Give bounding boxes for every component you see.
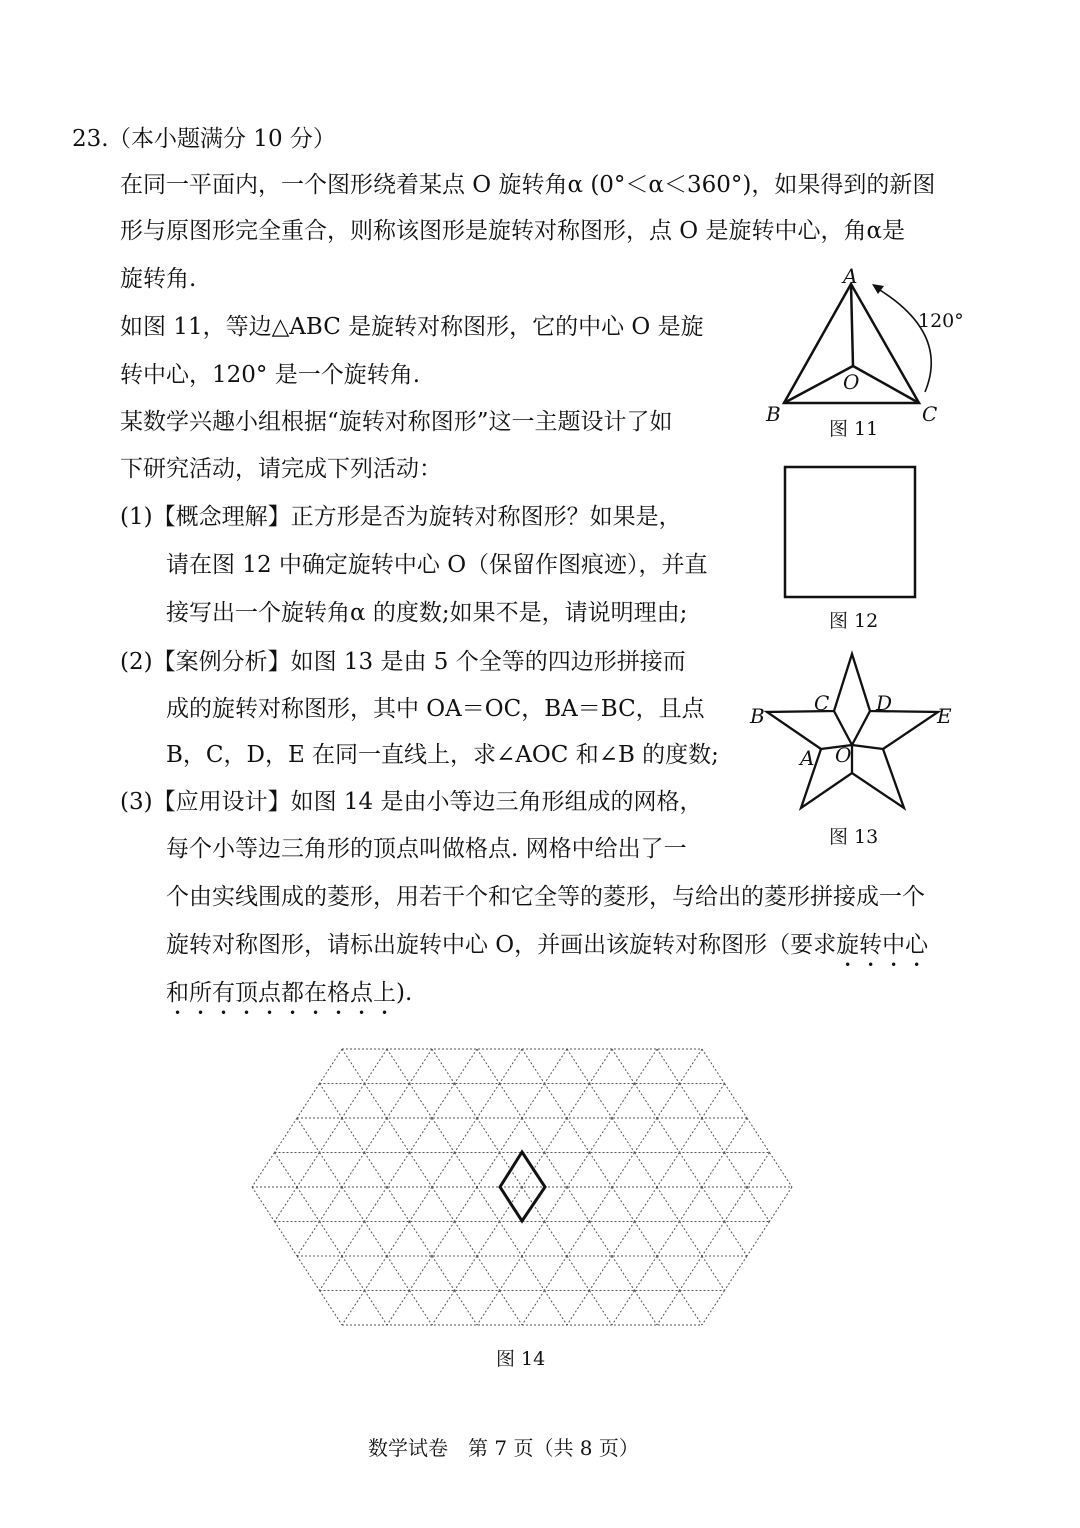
grid-line <box>770 1153 793 1188</box>
grid-line <box>590 1084 613 1119</box>
fig11-label-c: C <box>922 402 938 426</box>
grid-line <box>410 1049 433 1084</box>
grid-line <box>432 1187 455 1222</box>
grid-line <box>522 1084 545 1119</box>
grid-line <box>387 1187 410 1222</box>
grid-line <box>635 1118 658 1153</box>
intro-line-2: 形与原图形完全重合，则称该图形是旋转对称图形，点 O 是旋转中心，角α是 <box>120 218 906 244</box>
fig13-label-e: E <box>937 704 952 728</box>
grid-line <box>725 1256 748 1291</box>
grid-line <box>432 1049 455 1084</box>
grid-line <box>432 1256 455 1291</box>
grid-line <box>387 1256 410 1291</box>
grid-line <box>432 1118 455 1153</box>
fig13-caption: 图 13 <box>829 826 879 848</box>
triangular-grid-lines <box>252 1049 792 1325</box>
grid-line <box>455 1084 478 1119</box>
grid-line <box>455 1222 478 1257</box>
grid-line <box>522 1256 545 1291</box>
grid-line <box>635 1049 658 1084</box>
fig11-label-o: O <box>843 370 860 394</box>
grid-line <box>612 1118 635 1153</box>
grid-line <box>410 1256 433 1291</box>
grid-line <box>680 1187 703 1222</box>
fig13-label-o: O <box>835 743 852 767</box>
grid-line <box>657 1153 680 1188</box>
fig11-caption: 图 11 <box>829 418 879 440</box>
grid-line <box>275 1118 298 1153</box>
grid-line <box>387 1118 410 1153</box>
grid-line <box>725 1118 748 1153</box>
grid-line <box>680 1153 703 1188</box>
grid-line <box>725 1187 748 1222</box>
grid-line <box>500 1291 523 1326</box>
fig11-label-b: B <box>766 402 781 426</box>
grid-line <box>297 1256 320 1291</box>
activity-line-1: 某数学兴趣小组根据“旋转对称图形”这一主题设计了如 <box>120 409 673 435</box>
grid-line <box>612 1084 635 1119</box>
grid-line <box>545 1118 568 1153</box>
emphasis-rotation-center: 旋转中心 <box>836 932 929 958</box>
grid-line <box>635 1153 658 1188</box>
grid-line <box>702 1256 725 1291</box>
fig13-label-b: B <box>750 704 765 728</box>
grid-line <box>590 1118 613 1153</box>
part1-line-1: (1)【概念理解】正方形是否为旋转对称图形？如果是， <box>120 504 682 530</box>
example-line-2: 转中心，120° 是一个旋转角. <box>120 362 421 388</box>
grid-line <box>747 1153 770 1188</box>
grid-line <box>567 1256 590 1291</box>
grid-line <box>612 1222 635 1257</box>
grid-line <box>635 1187 658 1222</box>
grid-line <box>702 1291 725 1326</box>
grid-line <box>410 1222 433 1257</box>
fig14-caption: 图 14 <box>496 1348 546 1370</box>
grid-line <box>387 1222 410 1257</box>
grid-line <box>455 1256 478 1291</box>
grid-line <box>657 1187 680 1222</box>
grid-line <box>320 1118 343 1153</box>
grid-line <box>342 1291 365 1326</box>
grid-line <box>635 1222 658 1257</box>
grid-line <box>477 1187 500 1222</box>
grid-line <box>320 1049 343 1084</box>
grid-line <box>567 1084 590 1119</box>
fig13-label-d: D <box>876 691 893 715</box>
grid-line <box>680 1291 703 1326</box>
grid-line <box>522 1222 545 1257</box>
grid-line <box>635 1256 658 1291</box>
grid-line <box>500 1256 523 1291</box>
fig13-label-a: A <box>800 746 815 770</box>
part2-line-2: 成的旋转对称图形，其中 OA＝OC，BA＝BC，且点 <box>166 696 705 722</box>
grid-line <box>432 1153 455 1188</box>
grid-line <box>770 1187 793 1222</box>
grid-line <box>387 1153 410 1188</box>
grid-line <box>365 1222 388 1257</box>
grid-line <box>545 1222 568 1257</box>
grid-line <box>342 1256 365 1291</box>
grid-line <box>657 1256 680 1291</box>
part3-line-3: 个由实线围成的菱形，用若干个和它全等的菱形，与给出的菱形拼接成一个 <box>166 884 925 910</box>
grid-line <box>365 1291 388 1326</box>
grid-line <box>432 1084 455 1119</box>
grid-line <box>702 1118 725 1153</box>
part3-line-5-end: ). <box>396 980 413 1006</box>
part1-line-3: 接写出一个旋转角α 的度数;如果不是，请说明理由; <box>166 600 688 626</box>
example-line-1: 如图 11，等边△ABC 是旋转对称图形，它的中心 O 是旋 <box>120 314 704 340</box>
grid-line <box>635 1084 658 1119</box>
grid-line <box>612 1291 635 1326</box>
grid-line <box>477 1049 500 1084</box>
grid-line <box>545 1291 568 1326</box>
part3-line-4-text: 旋转对称图形，请标出旋转中心 O，并画出该旋转对称图形（要求 <box>166 932 837 958</box>
grid-line <box>567 1118 590 1153</box>
grid-line <box>477 1291 500 1326</box>
activity-line-2: 下研究活动，请完成下列活动： <box>120 456 442 482</box>
grid-line <box>320 1222 343 1257</box>
grid-line <box>657 1222 680 1257</box>
grid-line <box>297 1153 320 1188</box>
grid-line <box>680 1222 703 1257</box>
grid-line <box>680 1118 703 1153</box>
grid-line <box>320 1187 343 1222</box>
grid-line <box>320 1153 343 1188</box>
grid-line <box>365 1118 388 1153</box>
grid-line <box>545 1153 568 1188</box>
grid-line <box>657 1084 680 1119</box>
grid-line <box>725 1153 748 1188</box>
grid-line <box>590 1222 613 1257</box>
grid-line <box>365 1153 388 1188</box>
grid-line <box>567 1291 590 1326</box>
grid-line <box>657 1118 680 1153</box>
grid-line <box>477 1084 500 1119</box>
grid-line <box>410 1084 433 1119</box>
fig11-angle-label: 120° <box>918 310 964 332</box>
grid-line <box>747 1222 770 1257</box>
grid-line <box>297 1118 320 1153</box>
grid-line <box>342 1084 365 1119</box>
grid-line <box>275 1222 298 1257</box>
grid-line <box>522 1049 545 1084</box>
grid-line <box>320 1256 343 1291</box>
grid-line <box>455 1118 478 1153</box>
grid-line <box>590 1187 613 1222</box>
grid-line <box>387 1291 410 1326</box>
grid-line <box>545 1187 568 1222</box>
grid-line <box>545 1084 568 1119</box>
grid-line <box>365 1049 388 1084</box>
grid-line <box>612 1153 635 1188</box>
grid-line <box>725 1084 748 1119</box>
emphasis-vertices-on-grid: 和所有顶点都在格点上 <box>166 980 396 1006</box>
grid-line <box>702 1049 725 1084</box>
grid-line <box>275 1187 298 1222</box>
grid-line <box>545 1049 568 1084</box>
part3-line-1: (3)【应用设计】如图 14 是由小等边三角形组成的网格， <box>120 789 703 815</box>
grid-line <box>297 1084 320 1119</box>
grid-line <box>500 1222 523 1257</box>
grid-line <box>477 1118 500 1153</box>
part3-line-2: 每个小等边三角形的顶点叫做格点. 网格中给出了一 <box>166 836 687 862</box>
part2-line-3: B，C，D，E 在同一直线上，求∠AOC 和∠B 的度数; <box>166 742 719 768</box>
grid-line <box>500 1049 523 1084</box>
intro-line-3: 旋转角. <box>120 266 197 292</box>
fig11-label-a: A <box>843 264 858 288</box>
grid-line <box>432 1291 455 1326</box>
grid-line <box>297 1222 320 1257</box>
grid-line <box>590 1153 613 1188</box>
grid-line <box>365 1256 388 1291</box>
grid-line <box>702 1222 725 1257</box>
grid-line <box>612 1049 635 1084</box>
grid-line <box>455 1187 478 1222</box>
grid-line <box>747 1118 770 1153</box>
grid-line <box>590 1291 613 1326</box>
grid-line <box>500 1118 523 1153</box>
grid-line <box>612 1187 635 1222</box>
grid-line <box>275 1153 298 1188</box>
grid-line <box>590 1049 613 1084</box>
grid-line <box>410 1118 433 1153</box>
grid-line <box>342 1187 365 1222</box>
grid-line <box>702 1084 725 1119</box>
grid-line <box>320 1291 343 1326</box>
grid-line <box>477 1222 500 1257</box>
problem-number: 23. <box>72 126 109 152</box>
grid-line <box>342 1153 365 1188</box>
grid-line <box>387 1049 410 1084</box>
fig13-label-c: C <box>814 691 830 715</box>
grid-line <box>455 1049 478 1084</box>
grid-line <box>320 1084 343 1119</box>
grid-line <box>455 1291 478 1326</box>
grid-line <box>635 1291 658 1326</box>
grid-line <box>342 1222 365 1257</box>
grid-line <box>567 1153 590 1188</box>
grid-line <box>477 1153 500 1188</box>
grid-line <box>365 1187 388 1222</box>
grid-line <box>297 1187 320 1222</box>
grid-line <box>410 1153 433 1188</box>
grid-line <box>725 1222 748 1257</box>
intro-line-1: 在同一平面内，一个图形绕着某点 O 旋转角α (0°＜α＜360°)，如果得到的新图 <box>120 172 936 198</box>
grid-line <box>365 1084 388 1119</box>
part1-line-2: 请在图 12 中确定旋转中心 O（保留作图痕迹），并直 <box>166 552 708 578</box>
grid-line <box>500 1084 523 1119</box>
grid-line <box>567 1049 590 1084</box>
grid-line <box>545 1256 568 1291</box>
grid-line <box>522 1291 545 1326</box>
grid-line <box>477 1256 500 1291</box>
grid-line <box>342 1118 365 1153</box>
grid-line <box>387 1084 410 1119</box>
grid-line <box>702 1187 725 1222</box>
grid-line <box>657 1049 680 1084</box>
grid-line <box>680 1256 703 1291</box>
grid-line <box>567 1187 590 1222</box>
grid-line <box>680 1084 703 1119</box>
grid-line <box>252 1153 275 1188</box>
grid-line <box>432 1222 455 1257</box>
grid-line <box>410 1187 433 1222</box>
grid-line <box>342 1049 365 1084</box>
grid-line <box>522 1118 545 1153</box>
grid-line <box>702 1153 725 1188</box>
grid-line <box>590 1256 613 1291</box>
grid-line <box>567 1222 590 1257</box>
page-footer: 数学试卷 第 7 页（共 8 页） <box>368 1436 639 1460</box>
grid-line <box>680 1049 703 1084</box>
fig12-caption: 图 12 <box>829 610 879 632</box>
grid-line <box>252 1187 275 1222</box>
grid-line <box>657 1291 680 1326</box>
part2-line-1: (2)【案例分析】如图 13 是由 5 个全等的四边形拼接而 <box>120 649 686 675</box>
problem-header: （本小题满分 10 分） <box>108 126 336 152</box>
grid-line <box>747 1187 770 1222</box>
grid-line <box>455 1153 478 1188</box>
grid-line <box>410 1291 433 1326</box>
grid-line <box>612 1256 635 1291</box>
